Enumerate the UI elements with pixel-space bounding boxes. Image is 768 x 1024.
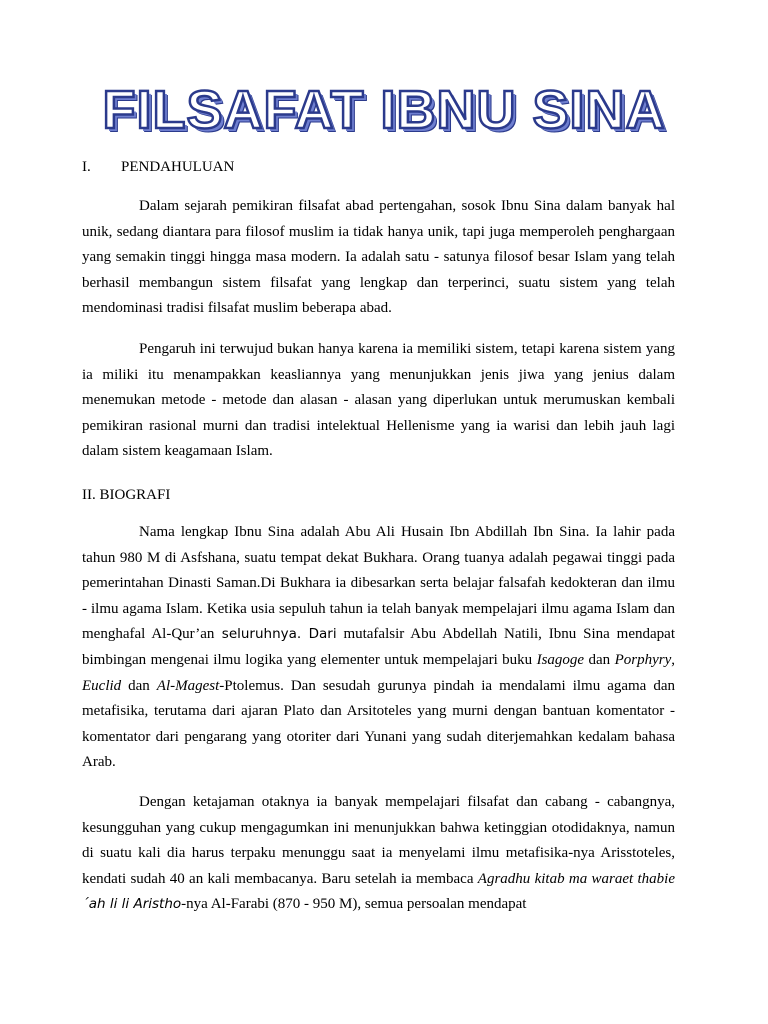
section-number: I. [82,159,91,175]
text-run: dan [121,677,157,694]
document-title: FILSAFAT IBNU SINA [102,80,666,140]
book-title: ´ah li li Aristho [82,896,182,913]
book-title: Euclid [82,677,122,694]
text-run: , [671,651,675,668]
book-title: Isagoge [536,651,585,668]
book-title: Agradhu kitab ma waraet thabie [477,870,675,887]
book-title: Porphyry [614,651,672,668]
paragraph-intro-1: Dalam sejarah pemikiran filsafat abad pertengahan, sosok Ibnu Sina dalam banyak hal unik, sedang diantara para filosof muslim ia tidak hanya unik, tapi juga memperoleh penghargaan yang semakin tinggi hingga masa modern. Ia adalah satu - satunya filosof besar Islam yang telah berhasil membangun sistem filsafat yang lengkap dan terperinci, suatu sistem yang telah mendominasi tradisi filsafat muslim beberapa abad. [82,198,675,317]
text-run: Dengan ketajaman otaknya ia banyak mempelajari filsafat dan cabang - cabangnya, kesungguhan yang cukup mengagumkan ini menunjukkan bahwa ketinggian otodidaknya, namun di suatu kali dia harus terpaku menunggu saat ia menyelami ilmu metafisika-nya Arisstoteles, kendati sudah 40 an kali membacanya. Baru setelah ia membaca [82,794,675,887]
text-run: -nya Al-Farabi (870 - 950 M), semua persoalan mendapat [181,896,527,913]
text-run: seluruhnya. Dari [214,626,337,643]
text-run: -Ptolemus. Dan sesudah gurunya pindah ia mendalami ilmu agama dan metafisika, terutama dari ajaran Plato dan Arsitoteles yang murni dengan bantuan komentator - komentator dari pengarang yang otoriter dari Yunani yang sudah diterjemahkan kedalam bahasa Arab. [82,677,675,771]
text-run: mutafalsir Abu Abdellah Natili, Ibnu Sina mendapat bimbingan mengenai ilmu logika yang elementer untuk mempelajari buku [82,626,675,668]
paragraph-biografi-1 [82,520,675,776]
text-run: dan [584,651,615,668]
paragraph-biografi-2 [82,790,675,918]
section-heading-biografi: II. BIOGRAFI [82,487,171,503]
section-title: PENDAHULUAN [121,159,235,175]
section-heading-pendahuluan [82,157,234,177]
book-title: Al-Magest [156,677,220,694]
text-run: Nama lengkap Ibnu Sina adalah Abu Ali Husain Ibn Abdillah Ibn Sina. Ia lahir pada tahun 980 M di Asfshana, suatu tempat dekat Bukhara. Orang tuanya adalah pegawai tinggi pada pemerintahan Dinasti Saman.Di Bukhara ia dibesarkan serta belajar falsafah kedokteran dan ilmu - ilmu agama Islam. Ketika usia sepuluh tahun ia telah banyak mempelajari ilmu agama Islam dan menghafal Al-Qur’an [82,524,675,643]
paragraph-intro-2: Pengaruh ini terwujud bukan hanya karena ia memiliki sistem, tetapi karena sistem yang ia miliki itu menampakkan keasliannya yang menunjukkan jenis jiwa yang jenius dalam menemukan metode - metode dan alasan - alasan yang diperlukan untuk merumuskan kembali pemikiran rasional murni dan tradisi intelektual Hellenisme yang ia warisi dan lebih jauh lagi dalam sistem keagamaan Islam. [82,341,675,460]
